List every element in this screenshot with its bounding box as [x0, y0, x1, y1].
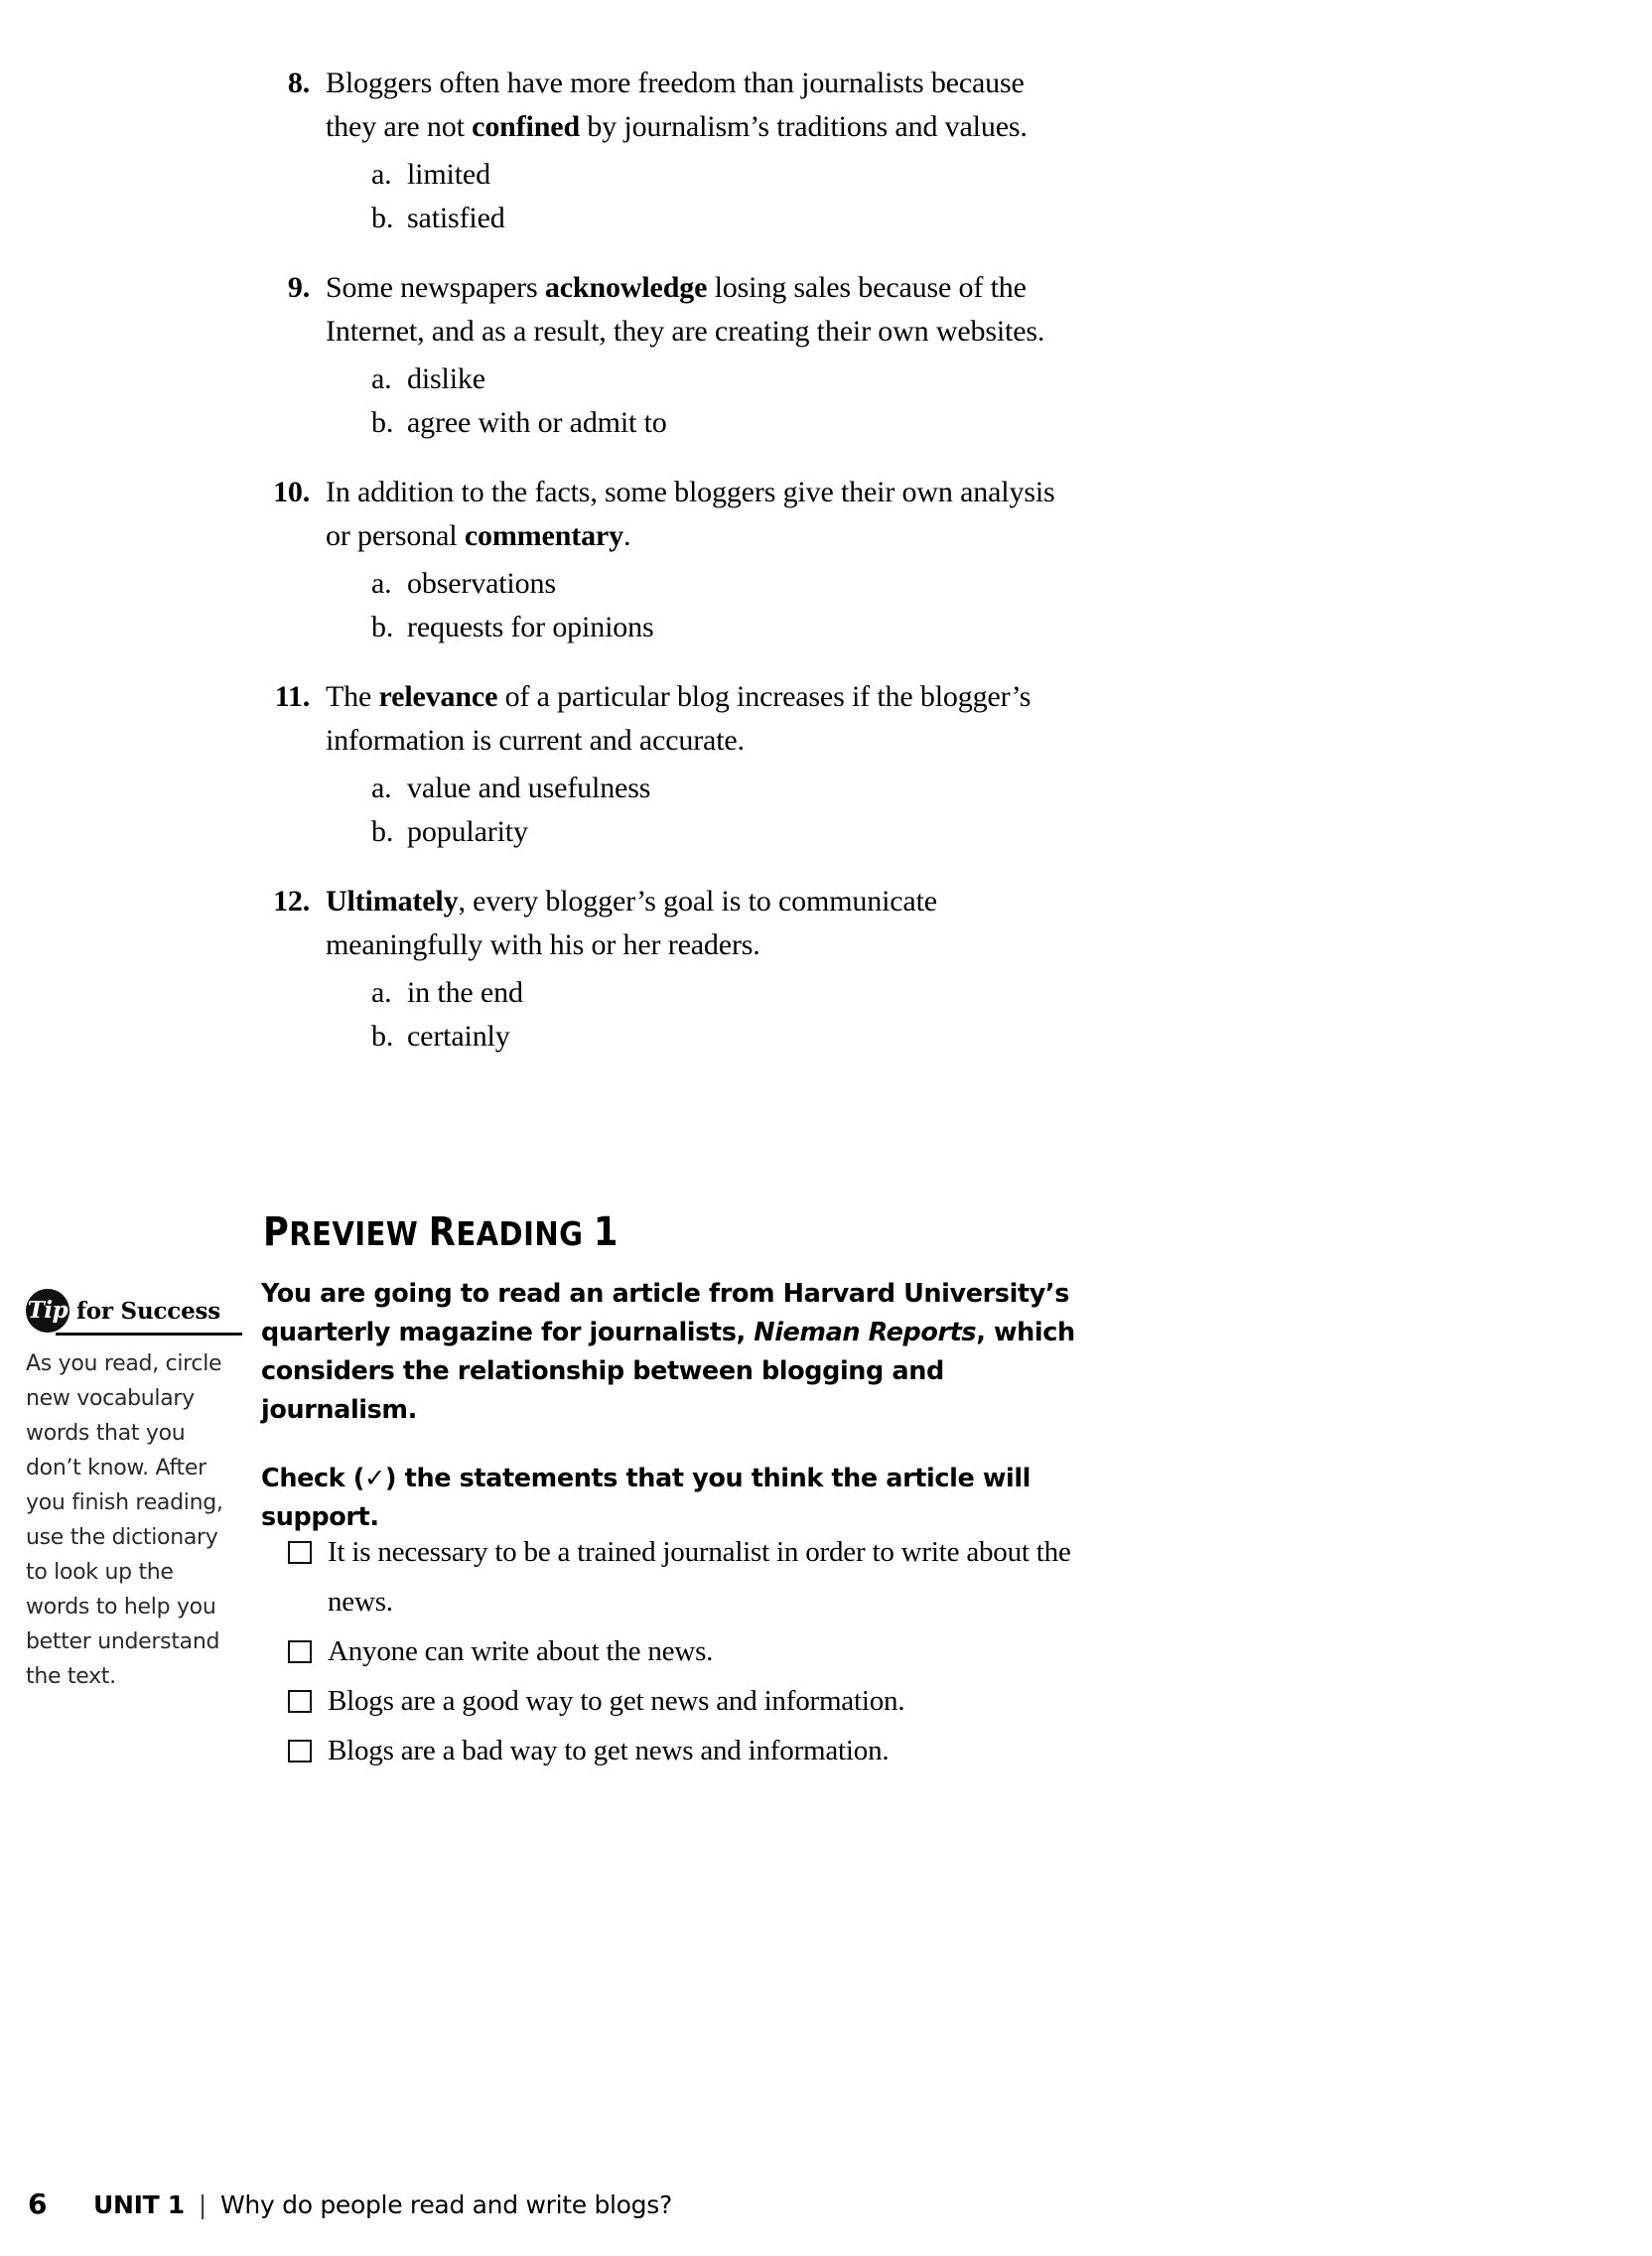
statement-row[interactable]: [288, 1676, 1082, 1726]
item-options: [326, 971, 1072, 1058]
option-a[interactable]: [371, 971, 1072, 1015]
heading-word-reading: EADING: [456, 1214, 594, 1253]
statement-label: Blogs are a good way to get news and information.: [328, 1685, 905, 1717]
preview-intro-paragraph: [261, 1275, 1075, 1430]
option-letter: b.: [371, 815, 394, 848]
option-label: dislike: [407, 362, 485, 395]
exercise-item-11: [266, 675, 1072, 854]
item-sentence: [326, 266, 1072, 353]
heading-reading-number: 1: [593, 1209, 619, 1255]
item-sentence: [326, 880, 1072, 967]
item-options: [326, 153, 1072, 240]
checkbox-icon[interactable]: [288, 1690, 312, 1713]
option-letter: a.: [371, 158, 392, 191]
tip-body-text: As you read, circle new vocabulary words that you don’t know. After you finish reading, use the dictionary to look up the words to help you better understand the text.: [26, 1351, 223, 1689]
tip-for-success-box: [26, 1289, 242, 1694]
option-a[interactable]: [371, 357, 1072, 401]
sentence-text-after: of a particular blog increases if the blogger’s information is current and accurate.: [326, 680, 1032, 757]
sentence-text-after: , every blogger’s goal is to communicate meaningfully with his or her readers.: [326, 885, 937, 961]
option-label: agree with or admit to: [407, 406, 667, 439]
sentence-text-before: Bloggers often have more freedom than journalists because they are not: [326, 67, 1025, 143]
sentence-text-before: The: [326, 680, 379, 713]
item-number: 12.: [273, 885, 310, 917]
option-b[interactable]: [371, 606, 1072, 649]
option-letter: b.: [371, 611, 394, 643]
exercise-item-10: [266, 471, 1072, 649]
checkbox-icon[interactable]: [288, 1740, 312, 1762]
exercise-item-9: [266, 266, 1072, 445]
option-label: value and usefulness: [407, 772, 651, 804]
target-vocabulary-word: relevance: [378, 680, 498, 713]
option-b[interactable]: [371, 197, 1072, 240]
item-sentence: [326, 675, 1072, 763]
exercise-item-12: [266, 880, 1072, 1058]
exercise-item-8: [266, 62, 1072, 240]
sentence-text-before: In addition to the facts, some bloggers give their own analysis or personal: [326, 476, 1055, 552]
option-a[interactable]: [371, 562, 1072, 606]
option-a[interactable]: [371, 767, 1072, 810]
page-section-heading: [263, 1209, 619, 1255]
option-b[interactable]: [371, 401, 1072, 445]
option-letter: a.: [371, 772, 392, 804]
page-footer: [28, 2187, 672, 2220]
footer-separator: |: [198, 2190, 207, 2219]
option-b[interactable]: [371, 810, 1072, 854]
option-label: in the end: [407, 976, 523, 1009]
footer-unit-title: Why do people read and write blogs?: [220, 2190, 672, 2219]
check-instruction-text: Check (✓) the statements that you think the article will support.: [261, 1464, 1032, 1532]
tip-bubble-icon: Tip: [26, 1289, 69, 1333]
statement-row[interactable]: [288, 1527, 1082, 1626]
footer-unit-label: UNIT 1: [93, 2190, 185, 2219]
sentence-text-after: .: [622, 519, 631, 552]
heading-cap-p: P: [263, 1209, 290, 1255]
page-number: 6: [28, 2187, 48, 2220]
option-label: certainly: [407, 1020, 510, 1053]
checkbox-icon[interactable]: [288, 1640, 312, 1663]
item-number: 8.: [287, 67, 310, 99]
intro-text-part2: , which considers the relationship between blogging and journalism.: [261, 1318, 1075, 1425]
tip-header: [26, 1289, 242, 1329]
statement-label: Anyone can write about the news.: [328, 1635, 714, 1667]
option-letter: b.: [371, 406, 394, 439]
item-options: [326, 562, 1072, 649]
sentence-text-after: losing sales because of the Internet, and as a result, they are creating their own websites.: [326, 271, 1045, 348]
item-options: [326, 357, 1072, 445]
option-label: satisfied: [407, 202, 505, 234]
option-b[interactable]: [371, 1015, 1072, 1058]
intro-text-part1: You are going to read an article from Harvard University’s quarterly magazine for journalists,: [261, 1279, 1069, 1347]
item-number: 10.: [273, 476, 310, 508]
option-letter: a.: [371, 567, 392, 600]
heading-word-preview: REVIEW: [289, 1214, 429, 1253]
tip-title-label: for Success: [76, 1297, 221, 1325]
option-letter: a.: [371, 362, 392, 395]
item-sentence: [326, 471, 1072, 558]
option-label: popularity: [407, 815, 528, 848]
vocabulary-exercise-list: [266, 62, 1072, 1084]
target-vocabulary-word: confined: [472, 110, 580, 143]
option-label: observations: [407, 567, 556, 600]
sentence-text-before: Some newspapers: [326, 271, 545, 304]
statement-row[interactable]: [288, 1726, 1082, 1775]
item-number: 11.: [274, 680, 310, 713]
checkbox-icon[interactable]: [288, 1541, 312, 1564]
target-vocabulary-word: commentary: [464, 519, 623, 552]
option-label: limited: [407, 158, 490, 191]
tip-underline-rule: [56, 1333, 242, 1336]
option-letter: b.: [371, 1020, 394, 1053]
preview-statement-list: [288, 1527, 1082, 1775]
magazine-title: Nieman Reports: [754, 1318, 977, 1347]
option-label: requests for opinions: [407, 611, 654, 643]
target-vocabulary-word: acknowledge: [544, 271, 708, 304]
target-vocabulary-word: Ultimately: [326, 885, 459, 917]
option-letter: a.: [371, 976, 392, 1009]
statement-label: It is necessary to be a trained journalist in order to write about the news.: [328, 1536, 1071, 1618]
sentence-text-after: by journalism’s traditions and values.: [579, 110, 1028, 143]
heading-cap-r: R: [428, 1209, 457, 1255]
item-number: 9.: [287, 271, 310, 304]
statement-row[interactable]: [288, 1626, 1082, 1676]
item-sentence: [326, 62, 1072, 149]
statement-label: Blogs are a bad way to get news and information.: [328, 1735, 890, 1766]
option-letter: b.: [371, 202, 394, 234]
option-a[interactable]: [371, 153, 1072, 197]
item-options: [326, 767, 1072, 854]
